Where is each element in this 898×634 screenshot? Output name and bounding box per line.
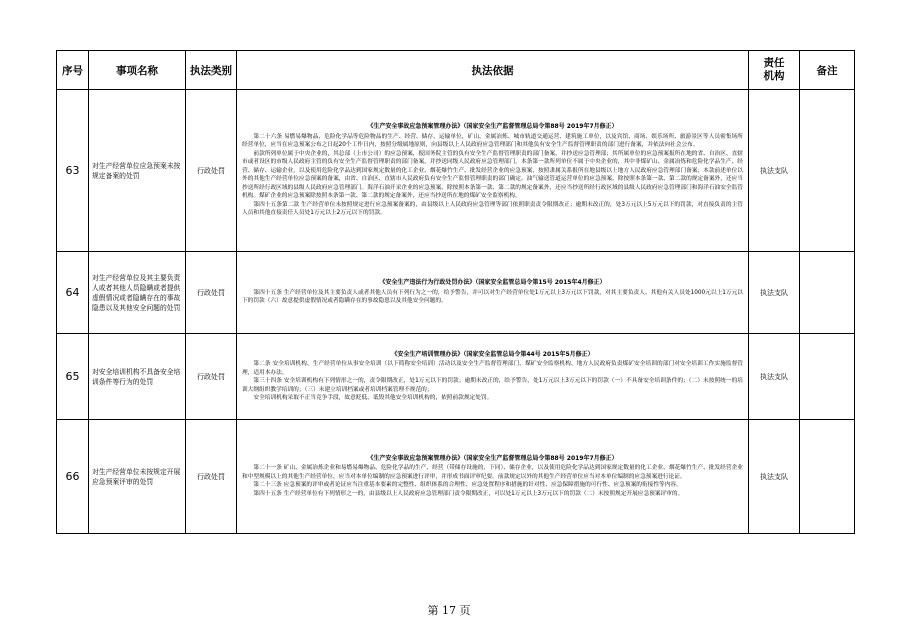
item-name: 对安全培训机构不具备安全培训条件等行为的处罚	[89, 334, 186, 420]
header-category: 执法类别	[186, 51, 237, 90]
table-header-row	[57, 51, 855, 90]
basis-paragraph: 第四十五条第二款 生产经营单位未按照规定进行应急预案备案的，由县级以上人民政府应急管理等部门依照职责责令限期改正；逾期未改正的，处3万元以上5万元以下的罚款，对直接负责的主管人员和其他直接责任人员处1万元以上2万元以下的罚款。	[242, 201, 743, 217]
item-name: 对生产经营单位应急预案未按规定备案的处罚	[89, 90, 186, 252]
legal-basis	[237, 334, 749, 420]
basis-source: 《安全生产培训管理办法》（国家安全监管总局令第44号 2015年5月修正）	[391, 350, 594, 358]
enforcement-table	[56, 50, 855, 534]
header-note: 备注	[800, 51, 855, 90]
legal-basis	[237, 90, 749, 252]
basis-paragraph: 第四十五条 生产经营单位及其主要负责人或者其他人员有下列行为之一的，给予警告，并可以对生产经营单位处1万元以上3万元以下罚款，对其主要负责人、其他有关人员处1000元以上1万元以下的罚款（六）故意提供虚假情况或者隐瞒存在的事故隐患以及其他安全问题的。	[242, 289, 743, 305]
basis-paragraph: 安全培训机构采取不正当竞争手段，故意贬低、诋毁其他安全培训机构的，依照前款规定处罚。	[253, 395, 493, 401]
responsible-unit: 执法支队	[749, 252, 800, 334]
remark	[800, 252, 855, 334]
responsible-unit: 执法支队	[749, 334, 800, 420]
item-name: 对生产经营单位及其主要负责人或者其他人员隐瞒或者提供虚假情况或者隐瞒存在的事故隐患以及其他安全问题的处罚	[89, 252, 186, 334]
basis-paragraph: 第二十三条 应急预案的评审或者论证应当注重基本要素的完整性、组织体系的合理性、应急处置程序和措施的针对性、应急保障措施的可行性、应急预案的衔接性等内容。	[253, 482, 682, 489]
table-row	[57, 90, 855, 252]
header-basis: 执法依据	[237, 51, 749, 90]
table-row	[57, 334, 855, 420]
basis-paragraph: 第四十五条 生产经营单位有下列情形之一的，由县级以上人民政府应急管理部门责令限期改正，可以处1万元以上3万元以下的罚款（二）未按照规定开展应急预案评审的。	[253, 490, 684, 497]
header-name: 事项名称	[89, 51, 186, 90]
row-number: 64	[57, 252, 89, 334]
remark	[800, 334, 855, 420]
item-name: 对生产经营单位未按规定开展应急预案评审的处罚	[89, 420, 186, 534]
basis-paragraph: 前款所列单位属于中央企业的，其总部（上市公司）的应急预案，报国务院主管的负有安全生产监督管理职责的部门备案，并抄送应急管理部；其所属单位的应急预案报所在地的省、自治区、直辖市或者设区的市级人民政府主管的负有安全生产监督管理职责的部门备案，并抄送同级人民政府应急管理部门。本条第一款所列单位不属于中央企业的，其中非煤矿山、金属冶炼和危险化学品生产、经营、储存、运输企业，以及使用危险化学品达到国家规定数量的化工企业、烟花爆竹生产、批发经营企业的应急预案，按照隶属关系报所在地县级以上地方人民政府应急管理部门备案；本款前述单位以外的其他生产经营单位应急预案的备案，由省、自治区、直辖市人民政府负有安全生产监督管理职责的部门确定。油气输送管道运营单位的应急预案，除按照本条第一款、第二款的规定备案外，还应当抄送所经行政区域的县级人民政府应急管理部门。海洋石油开采企业的应急预案，除按照本条第一款、第二款的规定备案外，还应当抄送所经行政区域的县级人民政府应急管理部门和海洋石油安全监管机构。煤矿企业的应急预案除按照本条第一款、第二款的规定备案外，还应当抄送所在地的煤矿安全监察机构。	[242, 150, 743, 200]
table-row	[57, 252, 855, 334]
remark	[800, 90, 855, 252]
legal-basis	[237, 420, 749, 534]
basis-source: 《生产安全事故应急预案管理办法》（国家安全生产监督管理总局令第88号 2019年7月修正）	[367, 123, 618, 131]
responsible-unit: 执法支队	[749, 420, 800, 534]
row-number: 63	[57, 90, 89, 252]
enforcement-category: 行政处罚	[186, 90, 237, 252]
basis-source: 《安全生产违法行为行政处罚办法》（国家安全监管总局令第15号 2015年4月修正）	[379, 279, 606, 287]
enforcement-category: 行政处罚	[186, 334, 237, 420]
table-row	[57, 420, 855, 534]
remark	[800, 420, 855, 534]
row-number: 66	[57, 420, 89, 534]
basis-paragraph: 第二十六条 易燃易爆物品、危险化学品等危险物品的生产、经营、储存、运输单位，矿山、金属冶炼、城市轨道交通运营、建筑施工单位，以及宾馆、商场、娱乐场所、旅游景区等人员密集场所经营单位，应当在应急预案公布之日起20个工作日内，按照分级属地原则，向县级以上人民政府应急管理部门和其他负有安全生产监督管理职责的部门进行备案，并依法向社会公布。	[242, 133, 743, 149]
header-unit: 责任 机构	[749, 51, 800, 90]
enforcement-category: 行政处罚	[186, 252, 237, 334]
basis-paragraph: 第二条 安全培训机构、生产经营单位从事安全培训（以下简称安全培训）活动以及安全生产监督管理部门、煤矿安全监察机构、地方人民政府负责煤矿安全培训的部门对安全培训工作实施监督管理，适用本办法。	[242, 361, 743, 376]
basis-paragraph: 第三十四条 安全培训机构有下列情形之一的，责令限期改正，处1万元以下的罚款；逾期未改正的，给予警告，处1万元以上3万元以下的罚款（一）不具备安全培训条件的；（二）未按照统一的培训大纲组织教学培训的；（三）未建立培训档案或者培训档案管理不规范的；	[242, 378, 743, 393]
enforcement-category: 行政处罚	[186, 420, 237, 534]
basis-paragraph: 第二十一条 矿山、金属冶炼企业和易燃易爆物品、危险化学品的生产、经营（带储存设施的，下同）、储存企业，以及使用危险化学品达到国家规定数量的化工企业、烟花爆竹生产、批发经营企业和中型规模以上的其他生产经营单位，应当对本单位编制的应急预案进行评审，并形成书面评审纪要。前款规定以外的其他生产经营单位应当对本单位编制的应急预案进行论证。	[242, 465, 743, 480]
header-no: 序号	[57, 51, 89, 90]
responsible-unit: 执法支队	[749, 90, 800, 252]
legal-basis	[237, 252, 749, 334]
row-number: 65	[57, 334, 89, 420]
page-number: 第 17 页	[427, 604, 471, 617]
basis-source: 《生产安全事故应急预案管理办法》（国家安全生产监督管理总局令第88号 2019年7月修正）	[367, 454, 618, 462]
